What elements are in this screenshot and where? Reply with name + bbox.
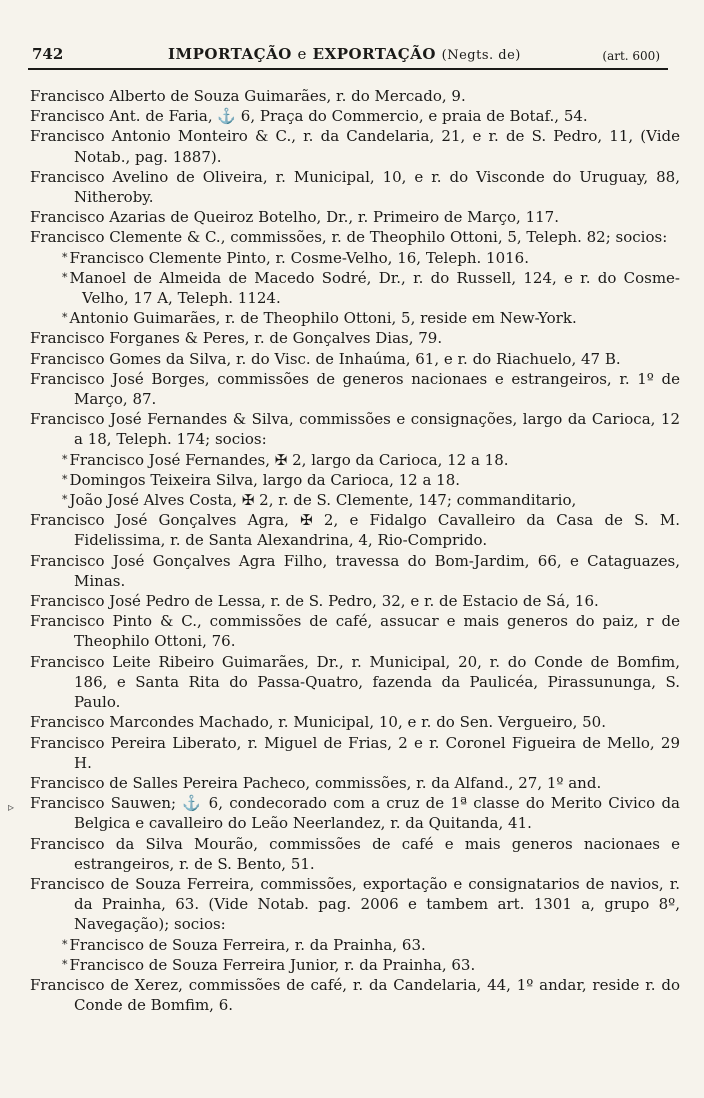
page-number: 742	[32, 45, 64, 63]
partner-star-icon: *	[62, 937, 68, 951]
entry-text: Francisco José Pedro de Lessa, r. de S. Pedro, 32, e r. de Estacio de Sá, 16.	[30, 592, 599, 611]
entry-text: Francisco Gomes da Silva, r. do Visc. de Inhaúma, 61, e r. do Riachuelo, 47 B.	[30, 349, 621, 368]
directory-entry	[30, 773, 680, 793]
entry-text: Francisco Azarias de Queiroz Botelho, Dr., r. Primeiro de Março, 117.	[30, 208, 559, 227]
directory-entry	[30, 86, 680, 106]
entry-text: Francisco Pinto & C., commissões de café, assucar e mais generos do paiz, r de Theophilo Ottoni, 76.	[30, 612, 680, 651]
partner-star-icon: *	[62, 452, 68, 466]
entry-text: Domingos Teixeira Silva, largo da Carioca, 12 a 18.	[69, 470, 461, 489]
directory-entry	[30, 207, 680, 227]
partner-entry	[30, 490, 680, 510]
title-subtitle: (Negts. de)	[441, 48, 521, 63]
entry-text: Francisco de Xerez, commissões de café, r. da Candelaria, 44, 1º andar, reside r. do Conde de Bomfim, 6.	[30, 975, 680, 1015]
directory-entry	[30, 349, 680, 369]
margin-mark-icon: ▹	[8, 800, 15, 814]
entry-text: Francisco da Silva Mourão, commissões de café e mais generos nacionaes e estrangeiros, r. de S. Bento, 51.	[30, 834, 680, 873]
entry-text: João José Alves Costa, ✠ 2, r. de S. Clemente, 147; commanditario,	[69, 491, 577, 510]
directory-entry	[30, 328, 680, 348]
directory-entry	[30, 409, 680, 449]
partner-star-icon: *	[62, 957, 68, 971]
title-import: IMPORTAÇÃO	[168, 45, 292, 63]
title-conjunction: e	[297, 45, 307, 63]
directory-entry	[30, 733, 680, 773]
entry-text: Antonio Guimarães, r. de Theophilo Ottoni, 5, reside em New-York.	[69, 309, 577, 328]
directory-entry	[30, 167, 680, 207]
entry-text: Francisco Antonio Monteiro & C., r. da Candelaria, 21, e r. de S. Pedro, 11, (Vide Notab., pag. 1887).	[30, 127, 680, 166]
directory-entry	[30, 551, 680, 591]
directory-entry	[30, 712, 680, 732]
directory-entry	[30, 106, 680, 126]
entry-text: Francisco José Gonçalves Agra, ✠ 2, e Fidalgo Cavalleiro da Casa de S. M. Fidelissima, r. de Santa Alexandrina, 4, Rio-Comprido.	[30, 511, 680, 550]
directory-entry	[30, 510, 680, 550]
partner-star-icon: *	[62, 493, 68, 507]
partner-entry	[30, 268, 680, 308]
entry-text: Francisco Clemente & C., commissões, r. de Theophilo Ottoni, 5, Teleph. 82; socios:	[30, 228, 668, 247]
entry-text: Francisco de Souza Ferreira Junior, r. da Prainha, 63.	[69, 955, 476, 974]
partner-entry	[30, 248, 680, 268]
directory-entry	[30, 874, 680, 935]
directory-entry	[30, 793, 680, 833]
entry-text: Francisco Alberto de Souza Guimarães, r. do Mercado, 9.	[30, 87, 466, 105]
entry-text: Francisco Leite Ribeiro Guimarães, Dr., r. Municipal, 20, r. do Conde de Bomfim, 186, e Santa Rita do Passa-Quatro, fazenda da Paulicéa, Pirassununga, S. Paulo.	[30, 652, 680, 712]
entry-text: Francisco José Gonçalves Agra Filho, travessa do Bom-Jardim, 66, e Cataguazes, Minas.	[30, 551, 680, 590]
partner-star-icon: *	[62, 472, 68, 486]
entry-text: Francisco José Borges, commissões de generos nacionaes e estrangeiros, r. 1º de Março, 87.	[30, 369, 680, 409]
partner-star-icon: *	[62, 250, 68, 264]
entry-text: Francisco de Souza Ferreira, commissões, exportação e consignatarios de navios, r. da Prainha, 63. (Vide Notab. pag. 2006 e tambem art. 1301 a, grupo 8º, Navegação); socios:	[30, 874, 680, 934]
entry-text: Francisco de Salles Pereira Pacheco, commissões, r. da Alfand., 27, 1º and.	[30, 773, 602, 792]
entry-text: Francisco José Fernandes, ✠ 2, largo da Carioca, 12 a 18.	[69, 450, 509, 469]
entry-text: Francisco Sauwen; ⚓ 6, condecorado com a cruz de 1ª classe do Merito Civico da Belgica e cavalleiro do Leão Neerlandez, r. da Quitanda, 41.	[30, 794, 680, 833]
directory-entry	[30, 652, 680, 713]
entry-text: Francisco Clemente Pinto, r. Cosme-Velho, 16, Teleph. 1016.	[69, 248, 529, 267]
directory-listing	[30, 86, 680, 1015]
title-export: EXPORTAÇÃO	[312, 45, 436, 63]
partner-entry	[30, 450, 680, 470]
page-header	[28, 44, 668, 70]
partner-entry	[30, 935, 680, 955]
partner-entry	[30, 308, 680, 328]
entry-text: Francisco de Souza Ferreira, r. da Prainha, 63.	[69, 935, 426, 954]
partner-entry	[30, 955, 680, 975]
entry-text: Francisco José Fernandes & Silva, commissões e consignações, largo da Carioca, 12 a 18, Teleph. 174; socios:	[30, 410, 680, 449]
entry-text: Manoel de Almeida de Macedo Sodré, Dr., r. do Russell, 124, e r. do Cosme-Velho, 17 A, Teleph. 1124.	[69, 268, 680, 308]
partner-star-icon: *	[62, 270, 68, 284]
page-title	[168, 44, 521, 66]
directory-entry	[30, 126, 680, 166]
entry-text: Francisco Pereira Liberato, r. Miguel de Frias, 2 e r. Coronel Figueira de Mello, 29 H.	[30, 733, 680, 772]
entry-text: Francisco Ant. de Faria, ⚓ 6, Praça do Commercio, e praia de Botaf., 54.	[30, 107, 588, 126]
partner-star-icon: *	[62, 311, 68, 325]
directory-entry	[30, 369, 680, 409]
directory-entry	[30, 975, 680, 1015]
directory-entry	[30, 834, 680, 874]
directory-entry	[30, 227, 680, 247]
partner-entry	[30, 470, 680, 490]
directory-entry	[30, 591, 680, 611]
article-reference: (art. 600)	[602, 49, 660, 63]
entry-text: Francisco Avelino de Oliveira, r. Municipal, 10, e r. do Visconde do Uruguay, 88, Nitheroby.	[30, 167, 680, 207]
entry-text: Francisco Forganes & Peres, r. de Gonçalves Dias, 79.	[30, 329, 443, 348]
directory-entry	[30, 611, 680, 651]
entry-text: Francisco Marcondes Machado, r. Municipal, 10, e r. do Sen. Vergueiro, 50.	[30, 713, 606, 732]
